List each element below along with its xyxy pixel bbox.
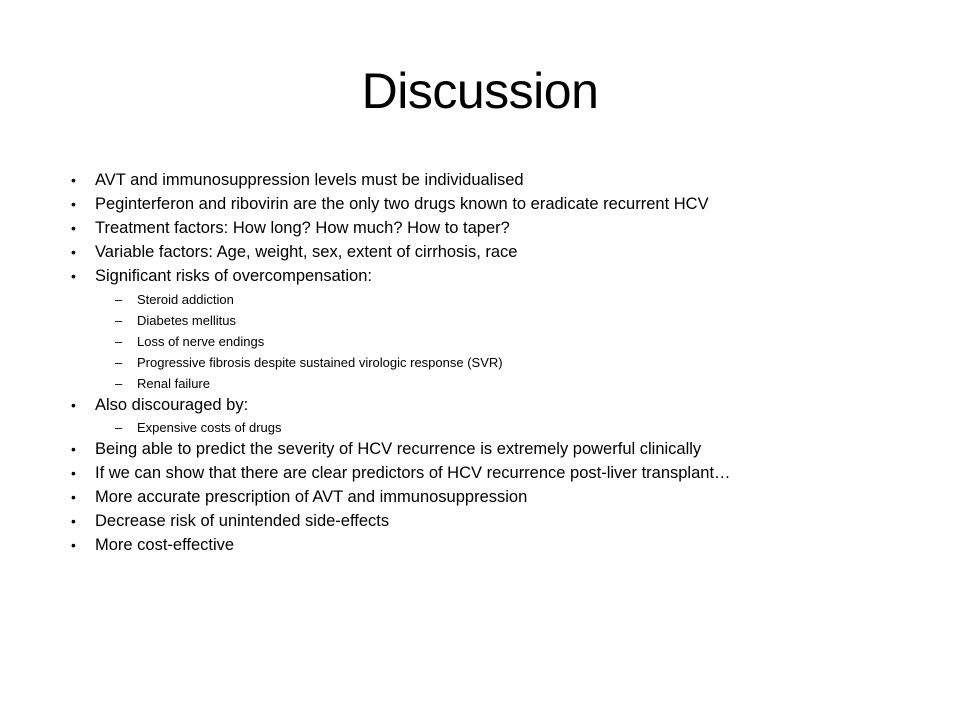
bullet-item [71,241,518,264]
bullet-marker: • [71,397,76,413]
sub-bullet-marker: – [115,355,123,370]
bullet-text: Treatment factors: How long? How much? How to taper? [95,219,510,237]
sub-bullet-item [115,332,265,352]
bullet-marker: • [71,268,76,284]
sub-bullet-marker: – [115,334,123,349]
bullet-marker: • [71,441,76,457]
bullet-item [71,193,709,216]
bullet-text: Significant risks of overcompensation: [95,267,372,285]
bullet-text: More cost-effective [95,536,235,554]
bullet-marker: • [71,244,76,260]
bullet-item [71,394,249,417]
sub-bullet-item [115,418,282,438]
sub-bullet-item [115,353,503,373]
sub-bullet-text: Steroid addiction [137,292,234,307]
bullet-text: Being able to predict the severity of HCV recurrence is extremely powerful clinically [95,440,702,458]
bullet-text: Peginterferon and ribovirin are the only two drugs known to eradicate recurrent HCV [95,195,709,213]
bullet-item [71,217,510,240]
bullet-item [71,265,372,288]
bullet-marker: • [71,220,76,236]
sub-bullet-text: Loss of nerve endings [137,334,265,349]
bullet-item [71,534,235,557]
sub-bullet-text: Renal failure [137,376,210,391]
bullet-text: If we can show that there are clear predictors of HCV recurrence post-liver transplant… [95,464,731,482]
bullet-text: Variable factors: Age, weight, sex, extent of cirrhosis, race [95,243,518,261]
sub-bullet-marker: – [115,420,123,435]
bullet-text: AVT and immunosuppression levels must be individualised [95,171,524,189]
bullet-item [71,169,524,192]
bullet-text: Decrease risk of unintended side-effects [95,512,390,530]
bullet-text: Also discouraged by: [95,396,249,414]
bullet-marker: • [71,465,76,481]
bullet-item [71,438,702,461]
bullet-list [0,169,960,569]
bullet-marker: • [71,513,76,529]
bullet-marker: • [71,172,76,188]
bullet-text: More accurate prescription of AVT and immunosuppression [95,488,528,506]
sub-bullet-item [115,311,236,331]
bullet-item [71,510,390,533]
bullet-marker: • [71,196,76,212]
slide-title: Discussion [361,63,599,119]
sub-bullet-text: Progressive fibrosis despite sustained virologic response (SVR) [137,355,503,370]
sub-bullet-marker: – [115,376,123,391]
sub-bullet-marker: – [115,292,123,307]
sub-bullet-text: Expensive costs of drugs [137,420,282,435]
bullet-marker: • [71,537,76,553]
sub-bullet-item [115,290,234,310]
bullet-marker: • [71,489,76,505]
sub-bullet-text: Diabetes mellitus [137,313,236,328]
bullet-item [71,486,528,509]
sub-bullet-item [115,374,210,394]
sub-bullet-marker: – [115,313,123,328]
bullet-item [71,462,731,485]
